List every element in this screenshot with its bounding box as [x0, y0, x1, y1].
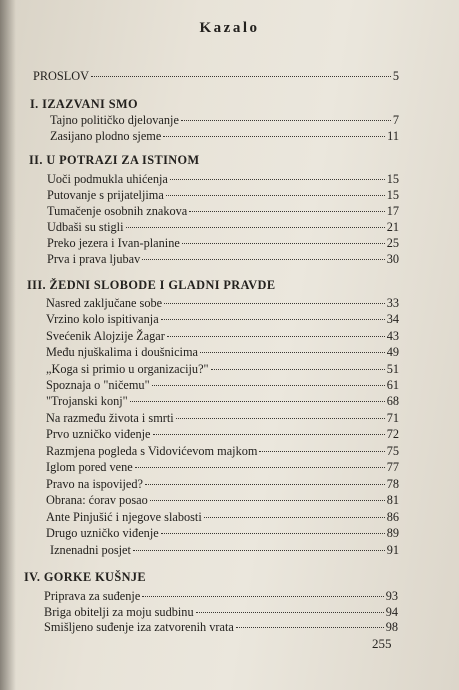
toc-entry — [46, 510, 399, 525]
toc-entry-label: Drugo uzničko viđenje — [46, 526, 159, 540]
toc-entry — [46, 312, 399, 327]
toc-entry — [47, 252, 399, 267]
dot-leader — [150, 500, 385, 501]
toc-entry-label: Iznenadni posjet — [50, 543, 131, 557]
toc-entry-page: 72 — [386, 427, 399, 441]
toc-entry-page: 17 — [386, 204, 399, 218]
dot-leader — [164, 303, 385, 304]
toc-entry-label: Preko jezera i Ivan-planine — [47, 236, 180, 250]
toc-entry-label: Razmjena pogleda s Vidovićevom majkom — [46, 444, 258, 458]
toc-entry — [44, 605, 398, 620]
toc-entry-label: Svećenik Alojzije Žagar — [46, 329, 165, 343]
toc-entry-page: 7 — [392, 113, 399, 127]
toc-entry-label: Na razmeđu života i smrti — [46, 411, 174, 425]
toc-entry-label: Među njuškalima i doušnicima — [46, 345, 198, 359]
toc-entry — [46, 411, 399, 426]
toc-entry — [46, 493, 399, 508]
dot-leader — [161, 533, 385, 534]
toc-entry-label: Ante Pinjušić i njegove slabosti — [46, 510, 202, 524]
toc-entry-page: 81 — [386, 493, 399, 507]
dot-leader — [91, 76, 391, 77]
dot-leader — [196, 612, 384, 613]
toc-entry — [46, 296, 399, 311]
toc-entry-label: Vrzino kolo ispitivanja — [46, 312, 159, 326]
toc-entry-label: Nasred zaključane sobe — [46, 296, 163, 310]
section-heading: II. U POTRAZI ZA ISTINOM — [29, 153, 200, 167]
toc-entry-label: Tajno političko djelovanje — [50, 113, 179, 127]
toc-entry-page: 77 — [386, 460, 399, 474]
toc-entry — [50, 129, 399, 144]
toc-entry — [44, 589, 398, 604]
dot-leader — [126, 227, 385, 228]
toc-entry — [46, 394, 399, 409]
toc-entry-page: 43 — [386, 329, 399, 343]
toc-entry — [46, 526, 399, 541]
toc-entry-label: Prva i prava ljubav — [47, 252, 141, 266]
dot-leader — [130, 401, 385, 402]
toc-entry-page: 51 — [386, 362, 399, 376]
toc-entry-page: 34 — [386, 312, 399, 326]
toc-entry-page: 61 — [386, 378, 399, 392]
dot-leader — [153, 434, 385, 435]
toc-entry-label: Priprava za suđenje — [44, 589, 141, 603]
toc-entry-page: 94 — [385, 605, 398, 619]
toc-entry — [47, 220, 399, 235]
toc-entry-label: PROSLOV — [33, 69, 90, 83]
dot-leader — [167, 336, 385, 337]
toc-entry-label: Udbaši su stigli — [47, 220, 124, 234]
dot-leader — [145, 484, 385, 485]
dot-leader — [135, 467, 385, 468]
toc-entry-page: 75 — [386, 444, 399, 458]
spine-shadow — [0, 0, 16, 690]
dot-leader — [163, 136, 385, 137]
toc-entry-label: "Trojanski konj" — [46, 394, 128, 408]
toc-entry — [47, 172, 399, 187]
toc-entry — [50, 543, 399, 558]
toc-entry-page: 98 — [385, 620, 398, 634]
toc-entry-label: Briga obitelji za moju sudbinu — [44, 605, 194, 619]
dot-leader — [236, 627, 384, 628]
dot-leader — [176, 418, 385, 419]
toc-entry-page: 86 — [386, 510, 399, 524]
toc-entry — [46, 362, 399, 377]
dot-leader — [152, 385, 385, 386]
section-heading: IV. GORKE KUŠNJE — [24, 570, 146, 584]
toc-entry-label: Obrana: ćorav posao — [46, 493, 148, 507]
toc-entry-page: 11 — [387, 129, 399, 143]
toc-entry-page: 49 — [386, 345, 399, 359]
toc-entry-page: 93 — [385, 589, 398, 603]
toc-entry-label: Zasijano plodno sjeme — [50, 129, 162, 143]
toc-entry — [47, 236, 399, 251]
dot-leader — [204, 517, 385, 518]
dot-leader — [211, 369, 385, 370]
toc-entry-page: 21 — [386, 220, 399, 234]
toc-entry — [47, 204, 399, 219]
toc-entry-page: 33 — [386, 296, 399, 310]
section-heading: III. ŽEDNI SLOBODE I GLADNI PRAVDE — [27, 278, 276, 292]
toc-entry — [46, 378, 399, 393]
toc-entry-page: 71 — [386, 411, 399, 425]
toc-entry — [46, 477, 399, 492]
dot-leader — [182, 243, 385, 244]
toc-entry-label: Putovanje s prijateljima — [47, 188, 164, 202]
dot-leader — [142, 259, 384, 260]
toc-entry — [46, 427, 399, 442]
toc-entry-label: Tumačenje osobnih znakova — [47, 204, 188, 218]
toc-entry-page: 30 — [386, 252, 399, 266]
toc-entry-label: Pravo na ispovijed? — [46, 477, 143, 491]
dot-leader — [200, 352, 385, 353]
toc-entry-proslov — [33, 69, 399, 84]
toc-entry-label: Iglom pored vene — [46, 460, 133, 474]
dot-leader — [170, 179, 385, 180]
toc-entry — [46, 460, 399, 475]
dot-leader — [133, 550, 385, 551]
toc-entry — [50, 113, 399, 128]
toc-entry — [44, 620, 398, 635]
toc-entry-label: Prvo uzničko viđenje — [46, 427, 151, 441]
section-heading: I. IZAZVANI SMO — [30, 97, 138, 111]
toc-entry-page: 15 — [386, 188, 399, 202]
toc-entry-label: Spoznaja o "ničemu" — [46, 378, 150, 392]
toc-entry-page: 89 — [386, 526, 399, 540]
toc-entry-label: „Koga si primio u organizaciju?" — [46, 362, 209, 376]
toc-entry-page: 15 — [386, 172, 399, 186]
toc-entry-page: 68 — [386, 394, 399, 408]
toc-entry — [46, 444, 399, 459]
toc-entry-page: 5 — [392, 69, 399, 83]
toc-entry — [46, 345, 399, 360]
dot-leader — [259, 451, 384, 452]
toc-entry-page: 78 — [386, 477, 399, 491]
toc-entry-label: Smišljeno suđenje iza zatvorenih vrata — [44, 620, 234, 634]
dot-leader — [142, 596, 383, 597]
dot-leader — [161, 319, 385, 320]
dot-leader — [181, 120, 391, 121]
toc-entry-page: 91 — [386, 543, 399, 557]
page-number: 255 — [372, 636, 392, 651]
toc-entry-label: Uoči podmukla uhićenja — [47, 172, 168, 186]
toc-entry — [46, 329, 399, 344]
page-title: Kazalo — [199, 20, 260, 36]
toc-entry-page: 25 — [386, 236, 399, 250]
dot-leader — [166, 195, 385, 196]
toc-entry — [47, 188, 399, 203]
dot-leader — [189, 211, 384, 212]
